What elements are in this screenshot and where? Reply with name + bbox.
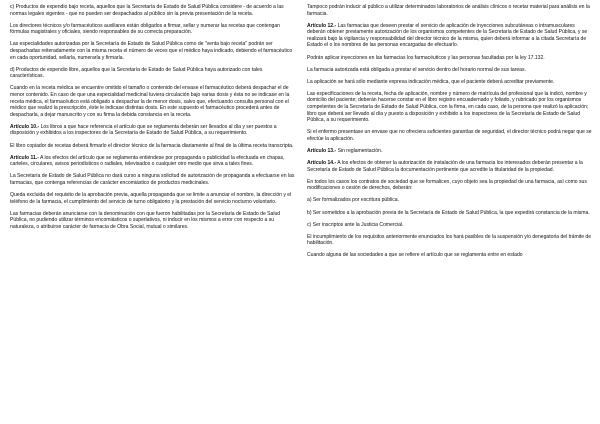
paragraph xyxy=(307,197,592,204)
paragraph-text: d) Productos de expendio libre, aquellos que la Secretaría de Estado de Salud Pública haya autorizado con tales características. xyxy=(10,66,263,80)
paragraph-text: A los efectos del artículo que se reglamenta entiéndese por propaganda o publicidad la efectuada en chapas, carteles, circulares, avisos periodísticos o radiales, televisados o cualquier otro medio que sirva a tales fines. xyxy=(10,154,285,168)
paragraph-text: En todos los casos los contratos de sociedad que se formalicen, cuyo objeto sea la propiedad de una farmacia, así como sus modificaciones o cesión de derechos, deberán: xyxy=(307,178,587,192)
paragraph xyxy=(307,129,592,142)
paragraph xyxy=(10,67,295,80)
paragraph xyxy=(307,79,592,86)
paragraph xyxy=(307,252,592,259)
paragraph xyxy=(307,234,592,247)
paragraph xyxy=(307,91,592,124)
paragraph-text: Las especialidades autorizadas por la Secretaría de Estado de Salud Pública como de "venta bajo receta" podrán ser despachadas reiteradamente con la misma receta el número de veces que el médico haya indicado, debiendo el farmacéutico en cada oportunidad, sellarla, numerarla y firmarla. xyxy=(10,41,293,61)
paragraph xyxy=(307,55,592,62)
paragraph xyxy=(10,23,295,36)
paragraph-text: b) Ser sometidos a la aprobación previa de la Secretaría de Estado de Salud Pública, la que expedirá constancia de la misma. xyxy=(307,209,590,216)
paragraph xyxy=(10,85,295,118)
paragraph-text: Las farmacias deberán anunciarse con la denominación con que fueron habilitadas por la Secretaría de Estado de Salud Pública, no pudiendo utilizar términos encomiásticos o superlativos, ni inducir en los mismos a error con respecto a su naturaleza, o atribuirse carácter de farmacia de Obra Social, mutual o similares. xyxy=(10,210,281,230)
paragraph-text: Sin reglamentación. xyxy=(336,148,383,154)
paragraph xyxy=(307,222,592,229)
paragraph-text: Cuando en la receta médica se encuentre omitido el tamaño o contenido del envase el farmacéutico deberá despachar el de menor contenido. En caso de que una especialidad medicinal tuviera circulación bajo varias dosis y ésta no se indicase en la receta médica, el farmacéutico está obligado a despachar la de menor dosis, salvo que, efectuando consulta personal con el médico que realizó la prescripción, éste le indicase distintas dosis. En este supuesto el farmacéutico procederá antes de despacharla, a dejar manuscrito y con su firma la debida constancia en la receta. xyxy=(10,85,290,118)
paragraph-text: A los efectos de obtener la autorización de instalación de una farmacia los interesados deberán presentar a la Secretaría de Estado de Salud Pública la documentación pertinente que acredite la titularidad de la propiedad. xyxy=(307,160,583,173)
right-column xyxy=(307,4,592,424)
article-label: Artículo 10.- xyxy=(10,123,40,130)
paragraph-text: c) Ser inscriptos ante la Justicia Comercial. xyxy=(307,221,404,228)
paragraph xyxy=(307,160,592,173)
article-label: Artículo 14.- xyxy=(307,160,337,167)
left-column xyxy=(10,4,295,424)
paragraph-text: Los directores técnicos y/o farmacéuticos auxiliares están obligados a firmar, sellar y numerar las recetas que contengan fórmulas magistrales y oficiales, siendo responsables de su correcta preparación. xyxy=(10,22,280,36)
paragraph xyxy=(10,143,295,150)
paragraph xyxy=(10,192,295,205)
paragraph xyxy=(10,173,295,186)
paragraph-text: El libro copiador de recetas deberá firmarlo el director técnico de la farmacia diariamente al final de la última receta transcripta. xyxy=(10,142,294,149)
paragraph-text: Los libros a que hace referencia el artículo que se reglamenta deberán ser llevados al día y ser puestos a disposición y exhibidos a los inspectores de la Secretaría de Estado de Salud Pública, a su requerimiento. xyxy=(10,123,277,137)
paragraph xyxy=(307,210,592,217)
paragraph xyxy=(307,4,592,17)
paragraph-text: a) Ser formalizados por escritura pública. xyxy=(307,197,400,204)
paragraph xyxy=(10,155,295,168)
paragraph xyxy=(10,41,295,61)
paragraph xyxy=(307,67,592,74)
paragraph xyxy=(10,211,295,231)
paragraph-text: Podrán aplicar inyecciones en las farmacias los farmacéuticos y las personas facultadas por la ley 17.132. xyxy=(307,54,545,61)
paragraph xyxy=(307,148,592,155)
paragraph xyxy=(307,179,592,192)
paragraph-text: La Secretaría de Estado de Salud Pública no dará curso a ninguna solicitud de autorización de propaganda a efectuarse en las farmacias, que contenga referencias de carácter encomiástico de productos medicinales. xyxy=(10,173,295,186)
paragraph-text: Cuando alguna de las sociedades a que se refiere el artículo que se reglamenta entre en estado xyxy=(307,252,523,259)
paragraph-text: Tampoco podrán inducir al público a utilizar determinados laboratorios de análisis clínicos o recetar material para análisis en la farmacia. xyxy=(307,4,590,17)
article-label: Artículo 11.- xyxy=(10,154,39,161)
paragraph xyxy=(307,23,592,49)
paragraph xyxy=(10,4,295,17)
paragraph-text: c) Productos de expendio bajo receta, aquellos que la Secretaría de Estado de Salud Pública considere - de acuerdo a las normas legales vigentes - que no pueden ser despachados al público sin la previa presentación de la receta. xyxy=(10,4,284,17)
article-label: Artículo 12.- xyxy=(307,22,337,29)
paragraph-text: Si el enfermo presentase un envase que no ofreciera suficientes garantías de seguridad, el director técnico podrá negar que se efectúe la aplicación. xyxy=(307,129,592,142)
paragraph-text: Las especificaciones de la receta, fecha de aplicación, nombre y número de matrícula del profesional que la indicó, nombre y domicilio del paciente; deberán hacerse constar en el libro registro encuadernado y foliado, y rubricado por los organismos competentes de la Secretaría de Estado de Salud Pública, con la firma, en cada caso, de la persona que realizó la aplicación; libro que deberá ser llevado al día y puesto a disposición y exhibido a los inspectores de la Secretaría de Estado de Salud Pública, a su requerimiento. xyxy=(307,90,589,124)
article-label: Artículo 13.- xyxy=(307,148,337,154)
paragraph-text: La aplicación se hará sólo mediante expresa indicación médica, que el paciente deberá acreditar previamente. xyxy=(307,78,555,85)
paragraph-text: La farmacia autorizada está obligada a prestar el servicio dentro del horario normal de sus tareas. xyxy=(307,66,526,73)
paragraph xyxy=(10,124,295,137)
paragraph-text: Las farmacias que deseen prestar el servicio de aplicación de inyecciones subcutáneas o intramusculares deberán obtener previamente autorización de los organismos competentes de la Secretaría de Estado de Salud Pública, y se realizará bajo la vigilancia y responsabilidad del director técnico de la misma, quien deberá informar a la citada Secretaría de Estado el o los nombres de las personas encargadas de efectuarlo. xyxy=(307,22,588,49)
paragraph-text: El incumplimiento de los requisitos anteriormente enunciados los hará pasibles de la suspensión y/o denegatoria del trámite de habilitación. xyxy=(307,233,592,247)
paragraph-text: Queda excluida del requisito de la aprobación previa, aquella propaganda que se limite a anunciar el nombre, la dirección y el teléfono de la farmacia, el cumplimiento del servicio de turno obligatorio y la prestación del servicio nocturno voluntario. xyxy=(10,191,292,205)
